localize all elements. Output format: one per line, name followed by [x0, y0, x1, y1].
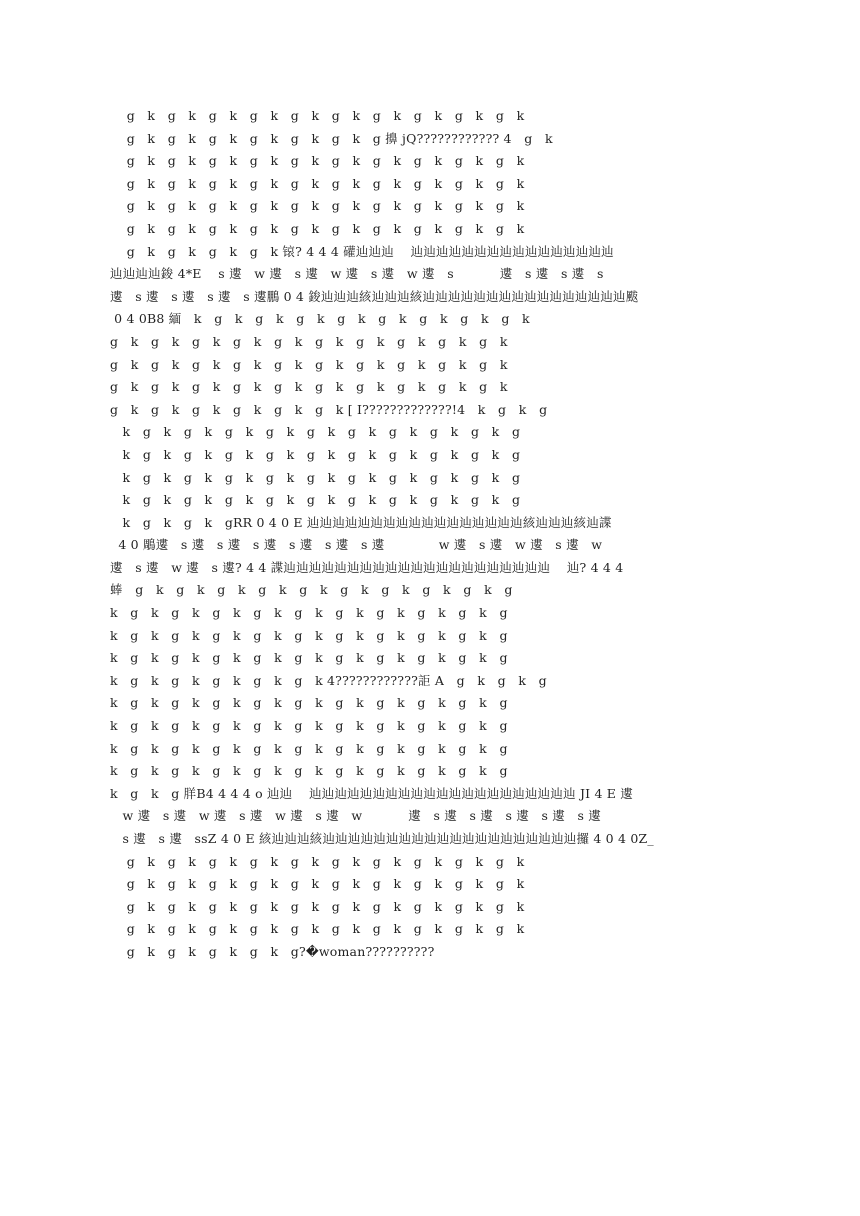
text-line: s 遱 s 遱 ssZ 4 0 E 絯辿辿辿絯辿辿辿辿辿辿辿辿辿辿辿辿辿辿辿辿辿辿辿辿攞 4 0 4 0Z_ — [110, 831, 654, 846]
text-line: 辿辿辿辿鋑 4*E s 遱 w 遱 s 遱 w 遱 s 遱 w 遱 s 遱 s 遱 s 遱 s — [110, 266, 604, 282]
text-line: k g k g k g k g k g k g k g k g k g k g — [110, 763, 508, 779]
garbled-text-block — [110, 105, 750, 964]
text-line: k g k g k g k g k g k g k g k g k g k g — [110, 424, 521, 440]
text-line: g k g k g k g k g k g k g k g k g k g k — [110, 175, 525, 191]
text-line: 4 0 鵰遱 s 遱 s 遱 s 遱 s 遱 s 遱 s 遱 w 遱 s 遱 w 遱 s 遱 w — [110, 537, 603, 553]
text-line: g k g k g k g k g k g k g k g k g k g k — [110, 220, 525, 236]
text-line: g k g k g k g k g k g k g k g k g k g k — [110, 153, 525, 169]
text-line: g k g k g k g k g k g k g k g k g k g k — [110, 108, 525, 123]
text-line: k g k g k g k g k g k g k g k g k g k g — [110, 627, 508, 643]
text-line: w 遱 s 遱 w 遱 s 遱 w 遱 s 遱 w 遱 s 遱 s 遱 s 遱 s 遱 s 遱 — [110, 808, 601, 824]
text-line: g k g k g k g k g k g k g k g k g k g k — [110, 356, 508, 372]
text-line: 遱 s 遱 s 遱 s 遱 s 遱鵬 0 4 鋑辿辿辿絯辿辿辿絯辿辿辿辿辿辿辿辿辿辿辿辿辿辿辿辿颰 — [110, 288, 639, 304]
text-line: 遱 s 遱 w 遱 s 遱? 4 4 諜辿辿辿辿辿辿辿辿辿辿辿辿辿辿辿辿辿辿辿辿辿 辿? 4 4 4 — [110, 559, 624, 575]
text-line: g k g k g k g k g k g k g k g k g k g k — [110, 898, 525, 914]
text-line: g k g k g k g k g k g k g k g k g k g k — [110, 198, 525, 214]
text-line: 蜯 g k g k g k g k g k g k g k g k g k g — [110, 582, 513, 598]
text-line: g k g k g k g k g k g k g k g k g k g k — [110, 876, 525, 892]
text-line: k g k g k g k g k g k g k g k g k g k g — [110, 650, 508, 666]
text-line: 0 4 0B8 緬 k g k g k g k g k g k g k g k g k — [110, 311, 530, 327]
text-line: k g k g k g k g k g k g k g k g k g k g — [110, 718, 508, 734]
text-line: k g k g k gRR 0 4 0 E 辿辿辿辿辿辿辿辿辿辿辿辿辿辿辿辿辿絯辿辿辿絯辿諜 — [110, 514, 612, 530]
text-line: g k g k g k g k g k g k g k g k g k g k — [110, 379, 508, 395]
text-line: g k g k g k g k g k g k g 擤 jQ???????????? 4 g k — [110, 130, 553, 146]
text-line: k g k g 羘B4 4 4 4 o 辿辿 辿辿辿辿辿辿辿辿辿辿辿辿辿辿辿辿辿辿辿辿辿 JI 4 E 遱 — [110, 785, 633, 801]
text-line: k g k g k g k g k g k g k g k g k g k g — [110, 492, 521, 508]
text-line: k g k g k g k g k g k 4????????????詎 A g k g k g — [110, 672, 547, 688]
text-line: k g k g k g k g k g k g k g k g k g k g — [110, 695, 508, 711]
text-line: k g k g k g k g k g k g k g k g k g k g — [110, 469, 521, 485]
text-line: g k g k g k g k g k g k g k g k g k g k — [110, 333, 508, 349]
text-line: k g k g k g k g k g k g k g k g k g k g — [110, 446, 521, 462]
text-line: g k g k g k g k g?�woman?????????? — [110, 943, 435, 959]
text-line: g k g k g k g k g k g k g k g k g k g k — [110, 853, 525, 869]
text-line: g k g k g k g k 锿? 4 4 4 礶辿辿辿 辿辿辿辿辿辿辿辿辿辿辿辿辿辿辿辿 — [110, 243, 614, 259]
text-line: g k g k g k g k g k g k g k g k g k g k — [110, 921, 525, 937]
text-line: k g k g k g k g k g k g k g k g k g k g — [110, 605, 508, 621]
text-line: k g k g k g k g k g k g k g k g k g k g — [110, 740, 508, 756]
text-line: g k g k g k g k g k g k [ I?????????????!4 k g k g — [110, 401, 548, 417]
